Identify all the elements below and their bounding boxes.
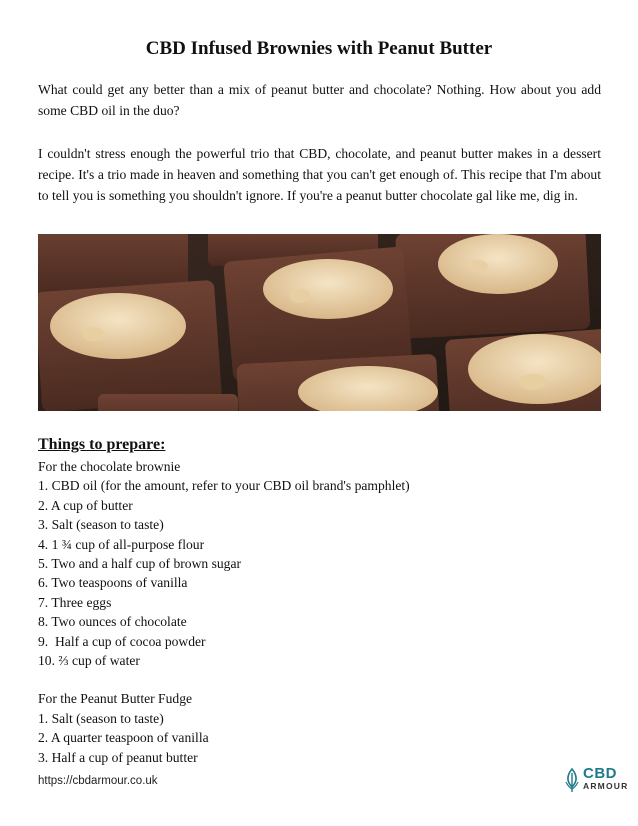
list-item: 2. A cup of butter — [38, 497, 133, 513]
intro-paragraph-1: What could get any better than a mix of peanut butter and chocolate? Nothing. How about you add some CBD oil in the duo? — [38, 82, 601, 118]
fudge-label: For the Peanut Butter Fudge — [38, 691, 193, 707]
leaf-icon — [563, 768, 581, 794]
list-item: 10. ⅔ cup of water — [38, 653, 140, 669]
list-item: 9. Half a cup of cocoa powder — [38, 633, 206, 649]
list-item: 4. 1 ¾ cup of all-purpose flour — [38, 536, 205, 552]
list-item: 1. CBD oil (for the amount, refer to your CBD oil brand's pamphlet) — [38, 478, 410, 494]
list-item: 2. A quarter teaspoon of vanilla — [38, 730, 209, 746]
list-item: 1. Salt (season to taste) — [38, 710, 164, 726]
brownie-label: For the chocolate brownie — [38, 459, 181, 474]
list-item: 7. Three eggs — [38, 594, 112, 610]
section-heading: Things to prepare: — [38, 436, 166, 453]
logo-text-bottom: ARMOUR — [583, 781, 629, 791]
list-item: 5. Two and a half cup of brown sugar — [38, 556, 242, 572]
list-item: 3. Salt (season to taste) — [38, 517, 164, 533]
logo-text-top: CBD — [583, 765, 617, 782]
page-title: CBD Infused Brownies with Peanut Butter — [145, 38, 493, 59]
footer-url-link[interactable]: https://cbdarmour.co.uk — [38, 775, 158, 787]
cbd-armour-logo — [563, 765, 629, 796]
list-item: 6. Two teaspoons of vanilla — [38, 575, 188, 591]
list-item: 3. Half a cup of peanut butter — [38, 749, 198, 765]
list-item: 8. Two ounces of chocolate — [38, 614, 187, 630]
ingredients-section — [38, 435, 601, 767]
spacer — [38, 670, 601, 689]
intro-paragraph-2: I couldn't stress enough the powerful trio that CBD, chocolate, and peanut butter makes in a dessert recipe. It's a trio made in heaven and something that you can't get enough of. This recipe that I'm about to tell you is something you shouldn't ignore. If you're a peanut butter chocolate gal like me, dig in. — [38, 146, 601, 203]
brownies-photo — [38, 234, 601, 411]
